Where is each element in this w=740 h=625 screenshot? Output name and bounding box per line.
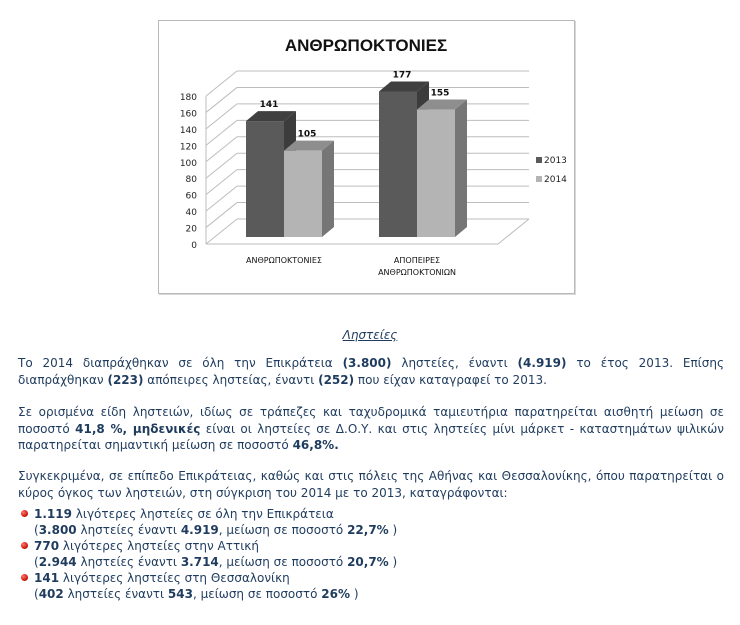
side-gridline bbox=[206, 153, 237, 178]
y-tick-label: 40 bbox=[185, 208, 197, 219]
text-run: ) bbox=[388, 555, 398, 569]
bar-2014 bbox=[417, 110, 455, 237]
bold-figure: 402 bbox=[38, 587, 64, 601]
section-heading: Ληστείες bbox=[342, 328, 398, 342]
side-gridline bbox=[206, 203, 237, 228]
red-bullet-icon bbox=[21, 510, 28, 517]
x-category-label: ΑΝΘΡΩΠΟΚΤΟΝΙΕΣ bbox=[246, 256, 322, 265]
bold-figure: (223) bbox=[107, 372, 144, 387]
list-item-detail bbox=[34, 554, 518, 570]
text-run: απόπειρες ληστείας, έναντι bbox=[143, 372, 319, 387]
list-item-summary bbox=[34, 506, 518, 522]
text-run: ληστείες έναντι bbox=[76, 555, 181, 569]
list-item-summary bbox=[34, 538, 518, 554]
y-tick-label: 60 bbox=[185, 191, 197, 202]
bar-2013 bbox=[379, 91, 417, 237]
text-run: που είχαν καταγραφεί το 2013. bbox=[354, 372, 547, 387]
legend-label: 2013 bbox=[544, 156, 567, 166]
x-category-label: ΑΝΘΡΩΠΟΚΤΟΝΙΩΝ bbox=[378, 268, 456, 277]
bar-2013 bbox=[246, 121, 284, 237]
text-run: ( bbox=[34, 555, 39, 569]
side-gridline bbox=[206, 137, 237, 162]
data-label: 141 bbox=[259, 100, 279, 111]
chart-title: ΑΝΘΡΩΠΟΚΤΟΝΙΕΣ bbox=[284, 36, 448, 55]
bold-figure: 3.714 bbox=[180, 555, 219, 569]
legend-swatch-2014 bbox=[536, 176, 542, 182]
text-run: , μείωση σε ποσοστό bbox=[192, 587, 322, 601]
text-run: ) bbox=[350, 587, 359, 601]
bold-figure: (3.800) bbox=[342, 356, 392, 370]
list-item bbox=[18, 506, 518, 538]
y-tick-label: 180 bbox=[179, 93, 197, 103]
bold-figure: 46,8%. bbox=[292, 438, 339, 452]
data-label: 105 bbox=[297, 129, 317, 140]
bold-figure: 770 bbox=[34, 539, 60, 553]
x-category-label: ΑΠΟΠΕΙΡΕΣ bbox=[393, 256, 441, 265]
text-run: , μείωση σε ποσοστό bbox=[218, 555, 348, 569]
bold-figure: (252) bbox=[318, 372, 355, 387]
paragraph-1 bbox=[18, 355, 724, 388]
y-tick-label: 0 bbox=[191, 241, 197, 251]
y-tick-label: 140 bbox=[179, 125, 197, 136]
y-tick-label: 100 bbox=[179, 158, 197, 169]
text-run: λιγότερες ληστείες στην Αττική bbox=[59, 539, 259, 553]
text-run: Συγκεκριμένα, σε επίπεδο Επικράτειας, καθώς και στις πόλεις της Αθήνας και Θεσσαλονίκης, όπου παρατηρείται ο κύρος όγκος των ληστειών, στη σύγκριση του 2014 με το 2013, καταγράφονται: bbox=[18, 469, 724, 500]
red-bullet-icon bbox=[21, 574, 28, 581]
bold-figure: 1.119 bbox=[34, 507, 72, 521]
bold-figure: 26% bbox=[321, 587, 350, 601]
text-run: , μείωση σε ποσοστό bbox=[218, 523, 348, 537]
side-gridline bbox=[206, 87, 237, 112]
bold-figure: (4.919) bbox=[517, 356, 567, 370]
text-run: είναι οι ληστείες σε Δ.Ο.Υ. και στις ληστείες μίνι μάρκετ - καταστημάτων ψιλικών παρατηρείται σημαντική μείωση σε ποσοστό bbox=[18, 421, 724, 452]
bold-figure: 2.944 bbox=[38, 555, 77, 569]
side-gridline bbox=[206, 71, 237, 96]
stats-list bbox=[18, 506, 518, 602]
side-gridline bbox=[206, 120, 237, 145]
data-label: 155 bbox=[430, 88, 450, 99]
bar-side-2014 bbox=[455, 100, 467, 237]
text-run: λιγότερες ληστείες σε όλη την Επικράτεια bbox=[71, 507, 334, 521]
bold-figure: 3.800 bbox=[38, 523, 77, 537]
text-run: ληστείες έναντι bbox=[63, 587, 168, 601]
text-run: ( bbox=[34, 523, 39, 537]
side-gridline bbox=[206, 186, 237, 211]
text-run: Το 2014 διαπράχθηκαν σε όλη την Επικράτεια bbox=[18, 356, 343, 370]
paragraph-3 bbox=[18, 468, 724, 501]
list-item-detail bbox=[34, 522, 518, 538]
side-gridline bbox=[206, 170, 237, 195]
bold-figure: 22,7% bbox=[347, 523, 389, 537]
text-run: ληστείες έναντι bbox=[76, 523, 181, 537]
data-label: 177 bbox=[392, 70, 412, 81]
bold-figure: 41,8 %, μηδενικές bbox=[75, 421, 201, 436]
bold-figure: 4.919 bbox=[180, 523, 219, 537]
side-gridline bbox=[206, 104, 237, 129]
list-item bbox=[18, 538, 518, 570]
red-bullet-icon bbox=[21, 542, 28, 549]
text-run: ) bbox=[388, 523, 398, 537]
text-run: λιγότερες ληστείες στη Θεσσαλονίκη bbox=[59, 571, 290, 585]
list-item-summary bbox=[34, 570, 518, 586]
bold-figure: 20,7% bbox=[347, 555, 389, 569]
bold-figure: 543 bbox=[167, 587, 193, 601]
legend-swatch-2013 bbox=[536, 157, 542, 163]
list-item bbox=[18, 570, 518, 602]
bar-side-2014 bbox=[322, 141, 334, 237]
y-tick-label: 120 bbox=[179, 142, 197, 153]
legend-label: 2014 bbox=[544, 175, 567, 185]
y-tick-label: 160 bbox=[179, 109, 197, 120]
text-run: το έτος 2013. Επίσης διαπράχθηκαν bbox=[18, 356, 724, 387]
bar-chart bbox=[159, 21, 574, 293]
floor-right-edge bbox=[498, 219, 529, 244]
bar-2014 bbox=[284, 151, 322, 237]
text-run: ληστείες, έναντι bbox=[391, 356, 518, 370]
side-gridline bbox=[206, 219, 237, 244]
y-tick-label: 20 bbox=[185, 224, 197, 235]
y-tick-label: 80 bbox=[185, 175, 197, 186]
text-run: ( bbox=[34, 587, 39, 601]
list-item-detail bbox=[34, 586, 518, 602]
paragraph-2 bbox=[18, 404, 724, 454]
bold-figure: 141 bbox=[34, 571, 60, 585]
text-run: Σε ορισμένα είδη ληστειών, ιδίως σε τράπεζες και ταχυδρομικά ταμιευτήρια παρατηρείται αισθητή μείωση σε ποσοστό bbox=[18, 405, 724, 436]
chart-container bbox=[158, 20, 575, 294]
